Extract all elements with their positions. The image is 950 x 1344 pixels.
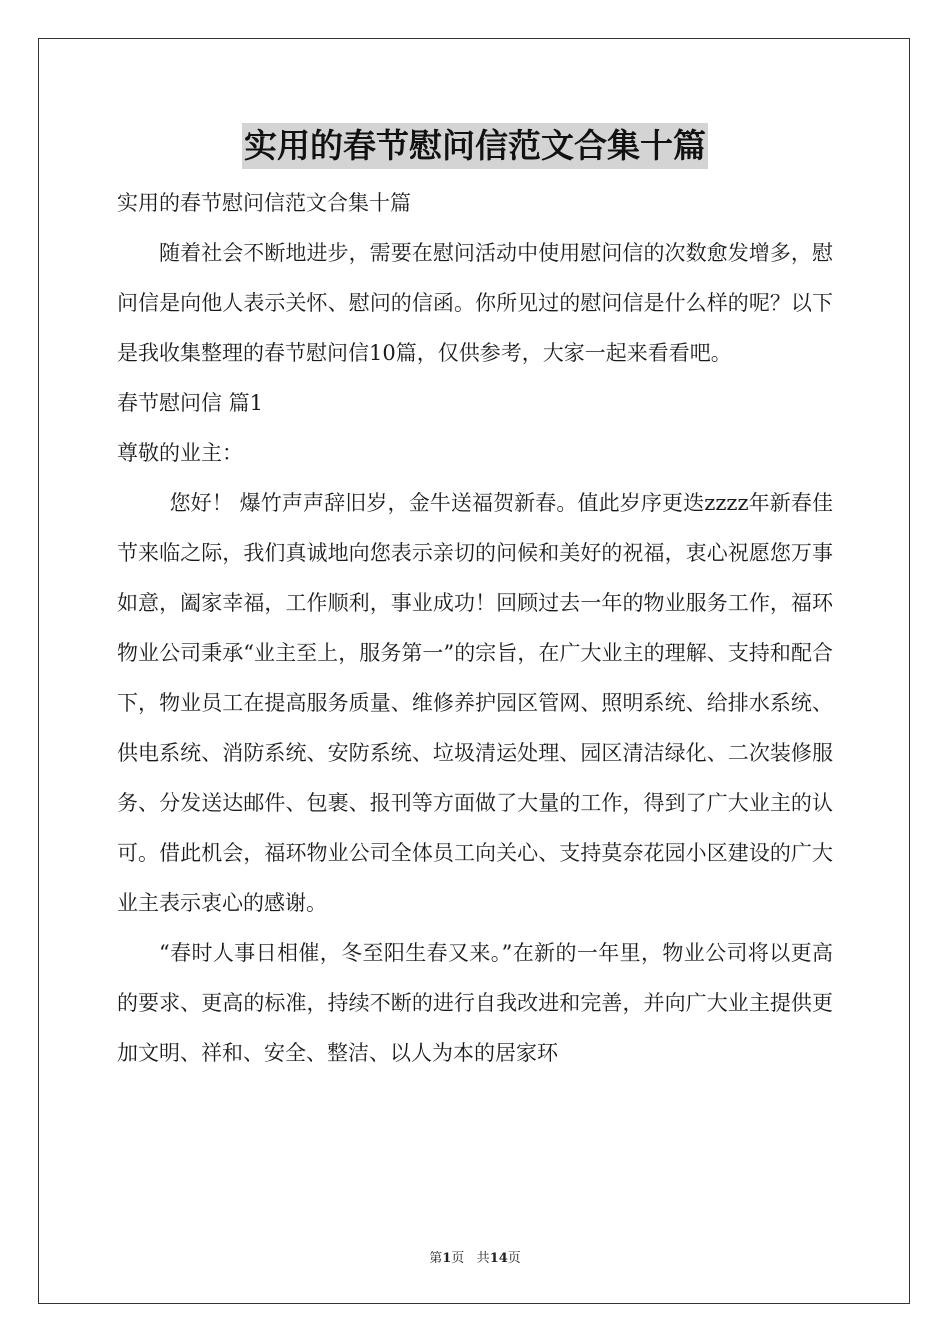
- page-suffix: 页: [451, 1251, 465, 1266]
- letter-paragraph-2: “春时人事日相催，冬至阳生春又来。”在新的一年里，物业公司将以更高的要求、更高的标准，持续不断的进行自我改进和完善，并向广大业主提供更加文明、祥和、安全、整洁、以人为本的居家环: [117, 941, 833, 1065]
- page-footer: [0, 1247, 950, 1266]
- document-title: 实用的春节慰问信范文合集十篇: [242, 123, 708, 169]
- total-pages: 14: [489, 1251, 508, 1266]
- total-prefix: 共: [476, 1251, 490, 1266]
- salutation: 尊敬的业主：: [117, 441, 243, 465]
- letter-paragraph-1: 您好！ 爆竹声声辞旧岁，金牛送福贺新春。值此岁序更迭zzzz年新春佳节来临之际，我们真诚地向您表示亲切的问候和美好的祝福，衷心祝愿您万事如意，阖家幸福，工作顺利，事业成功！回顾过去一年的物业服务工作，福环物业公司秉承“业主至上，服务第一”的宗旨，在广大业主的理解、支持和配合下，物业员工在提高服务质量、维修养护园区管网、照明系统、给排水系统、供电系统、消防系统、安防系统、垃圾清运处理、园区清洁绿化、二次装修服务、分发送达邮件、包裹、报刊等方面做了大量的工作，得到了广大业主的认可。借此机会，福环物业公司全体员工向关心、支持莫奈花园小区建设的广大业主表示衷心的感谢。: [117, 491, 833, 915]
- intro-paragraph: 随着社会不断地进步，需要在慰问活动中使用慰问信的次数愈发增多，慰问信是向他人表示关怀、慰问的信函。你所见过的慰问信是什么样的呢？以下是我收集整理的春节慰问信10篇，仅供参考，大家一起来看看吧。: [117, 241, 833, 365]
- total-suffix: 页: [507, 1251, 521, 1266]
- title-container: [0, 123, 950, 169]
- page-prefix: 第: [429, 1251, 443, 1266]
- document-subtitle: 实用的春节慰问信范文合集十篇: [117, 191, 411, 215]
- document-body: [117, 178, 833, 1078]
- section-heading: 春节慰问信 篇1: [117, 391, 264, 415]
- page-number: 1: [442, 1251, 452, 1266]
